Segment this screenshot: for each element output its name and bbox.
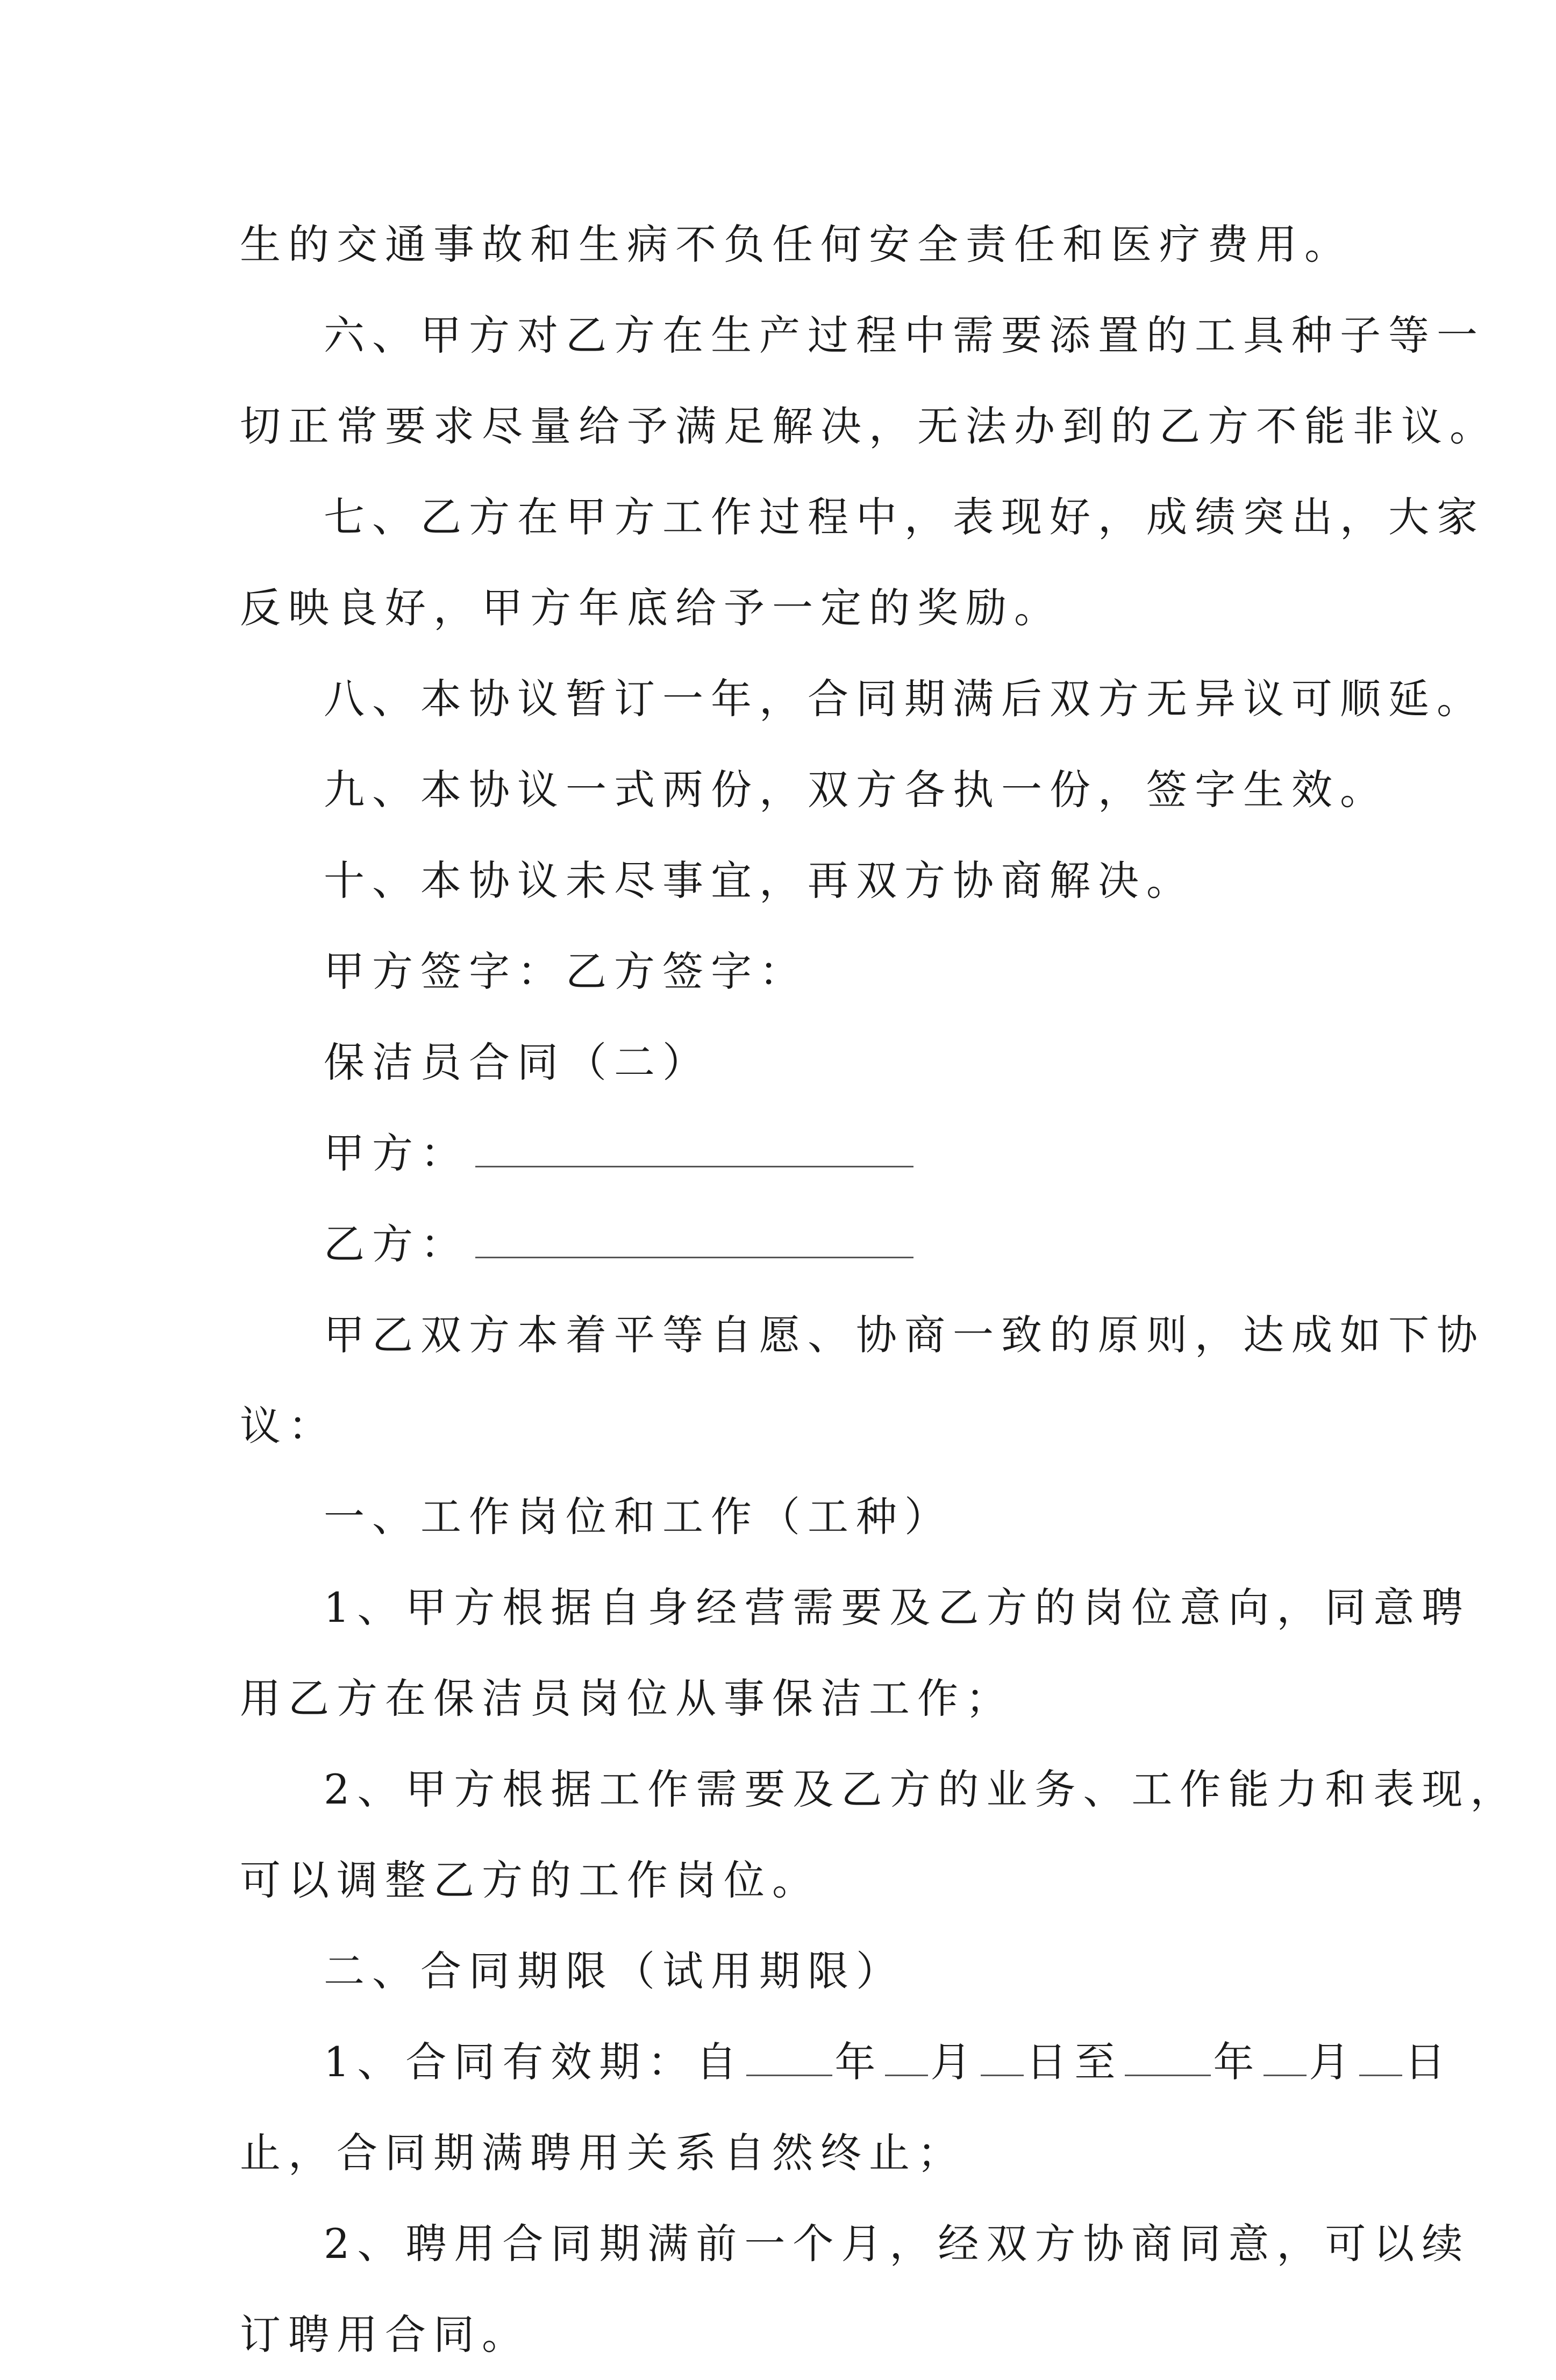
party-b-line <box>240 1199 1337 1289</box>
month-label: 月 <box>930 2038 979 2086</box>
paragraph-line: 生的交通事故和生病不负任何安全责任和医疗费用。 <box>240 220 1353 268</box>
end-month-blank <box>1264 2043 1307 2076</box>
contract-two-title: 保洁员合同（二） <box>324 1038 711 1086</box>
party-b-label: 乙方： <box>324 1220 469 1268</box>
year-label: 年 <box>1213 2038 1262 2086</box>
party-b-blank <box>475 1225 913 1258</box>
end-day-blank <box>1359 2043 1402 2076</box>
section-one-heading: 一、工作岗位和工作（工种） <box>324 1493 953 1541</box>
clause-eight: 八、本协议暂订一年，合同期满后双方无异议可顺延。 <box>324 675 1485 723</box>
paragraph-line: 切正常要求尽量给予满足解决，无法办到的乙方不能非议。 <box>240 402 1498 450</box>
section-one-item-2: 2、甲方根据工作需要及乙方的业务、工作能力和表现， <box>324 1765 1519 1813</box>
day-label: 日 <box>1404 2038 1453 2086</box>
day-to-label: 日至 <box>1026 2038 1123 2086</box>
signature-line: 甲方签字：乙方签字： <box>324 947 808 995</box>
contract-period-line <box>240 2016 1453 2107</box>
section-one-item-1: 1、甲方根据自身经营需要及乙方的岗位意向，同意聘 <box>324 1584 1471 1631</box>
clause-six: 六、甲方对乙方在生产过程中需要添置的工具种子等一 <box>324 311 1485 359</box>
section-two-item-2: 2、聘用合同期满前一个月，经双方协商同意，可以续 <box>324 2220 1471 2268</box>
section-two-heading: 二、合同期限（试用期限） <box>324 1947 904 1995</box>
paragraph-line: 可以调整乙方的工作岗位。 <box>240 1856 820 1904</box>
month-label: 月 <box>1309 2038 1358 2086</box>
start-day-blank <box>981 2043 1024 2076</box>
party-a-line <box>240 1108 1337 1199</box>
start-year-blank <box>746 2043 832 2076</box>
period-label: 1、合同有效期：自 <box>324 2038 745 2086</box>
start-month-blank <box>885 2043 928 2076</box>
document-body <box>240 199 1519 2380</box>
paragraph-line: 反映良好，甲方年底给予一定的奖励。 <box>240 584 1062 632</box>
year-label: 年 <box>834 2038 883 2086</box>
paragraph-line: 止，合同期满聘用关系自然终止； <box>240 2129 966 2177</box>
paragraph-line: 议： <box>240 1402 337 1450</box>
clause-ten: 十、本协议未尽事宜，再双方协商解决。 <box>324 857 1195 904</box>
paragraph-line: 订聘用合同。 <box>240 2311 530 2358</box>
agreement-intro: 甲乙双方本着平等自愿、协商一致的原则，达成如下协 <box>324 1311 1485 1359</box>
clause-seven: 七、乙方在甲方工作过程中，表现好，成绩突出，大家 <box>324 493 1485 541</box>
clause-nine: 九、本协议一式两份，双方各执一份，签字生效。 <box>324 766 1388 814</box>
party-a-blank <box>475 1135 913 1167</box>
party-a-label: 甲方： <box>324 1129 469 1177</box>
paragraph-line: 用乙方在保洁员岗位从事保洁工作； <box>240 1674 1014 1722</box>
end-year-blank <box>1125 2043 1211 2076</box>
